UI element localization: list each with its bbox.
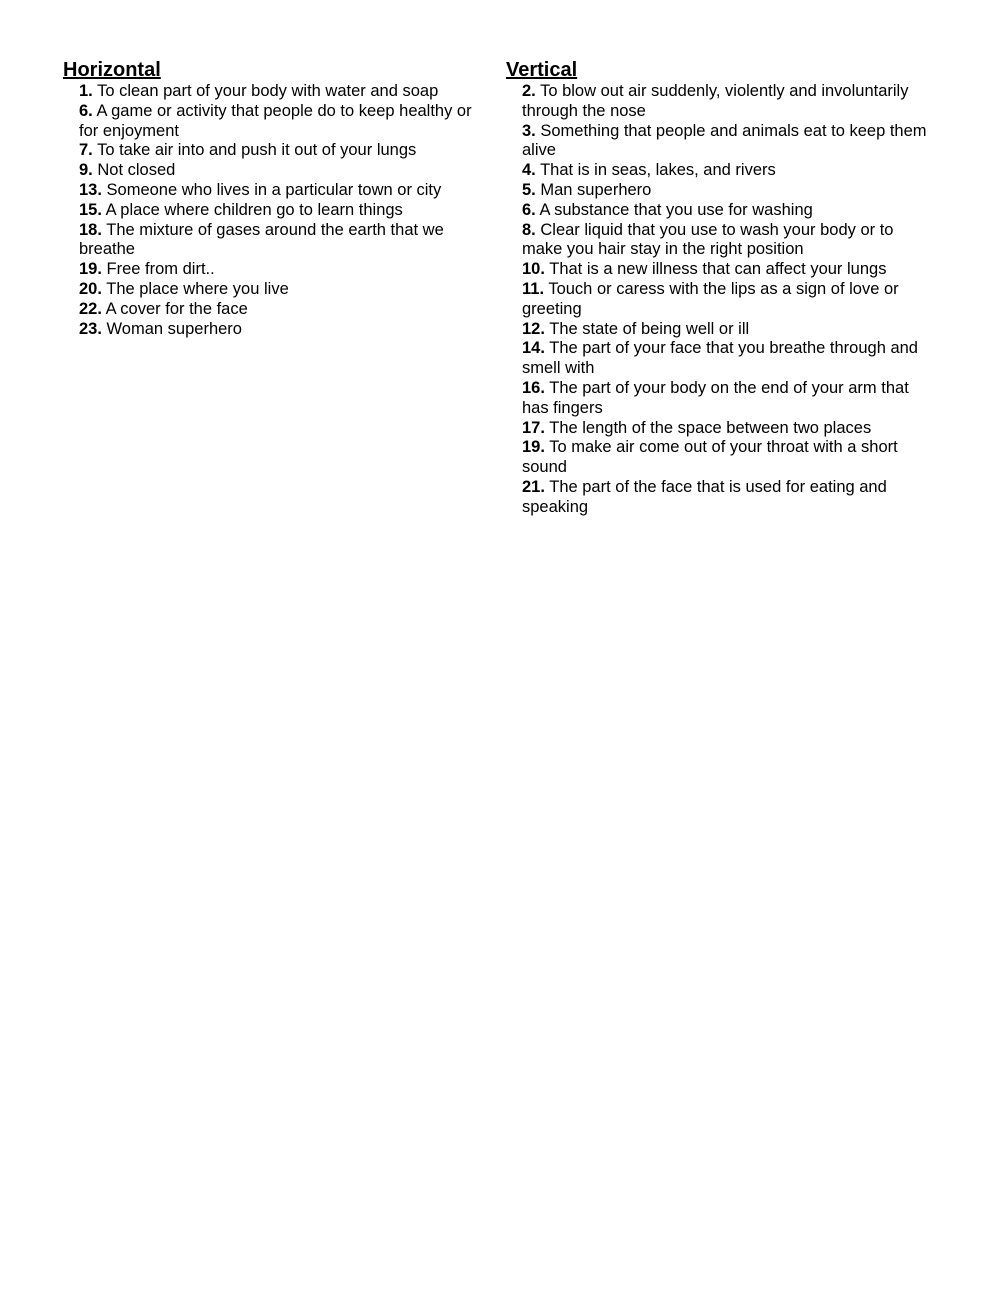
horizontal-heading: Horizontal bbox=[63, 59, 161, 81]
clue-item bbox=[79, 102, 495, 142]
clue-item bbox=[79, 320, 495, 340]
clue-number: 6. bbox=[79, 101, 93, 120]
clue-text: Something that people and animals eat to keep them alive bbox=[522, 121, 927, 160]
clue-number: 11. bbox=[522, 279, 545, 298]
clue-text: That is a new illness that can affect your lungs bbox=[549, 260, 887, 279]
clue-text: To take air into and push it out of your lungs bbox=[97, 141, 417, 160]
vertical-clue-list bbox=[506, 82, 938, 518]
clue-item bbox=[522, 478, 938, 518]
clue-item bbox=[79, 260, 495, 280]
clue-text: A cover for the face bbox=[105, 299, 248, 318]
clue-text: A game or activity that people do to keep healthy or for enjoyment bbox=[79, 101, 472, 140]
clue-text: A substance that you use for washing bbox=[539, 200, 813, 219]
horizontal-clues-section bbox=[63, 58, 495, 339]
clue-text: Not closed bbox=[97, 161, 176, 180]
clue-text: The part of your body on the end of your arm that has fingers bbox=[522, 378, 909, 417]
vertical-heading: Vertical bbox=[506, 59, 578, 81]
clue-text: The mixture of gases around the earth that we breathe bbox=[79, 220, 444, 259]
clue-item bbox=[522, 280, 938, 320]
clue-number: 18. bbox=[79, 220, 102, 239]
clue-number: 2. bbox=[522, 82, 536, 100]
clue-number: 14. bbox=[522, 339, 545, 358]
clue-item bbox=[79, 201, 495, 221]
clue-item bbox=[522, 379, 938, 419]
clue-number: 22. bbox=[79, 299, 102, 318]
clue-number: 23. bbox=[79, 319, 102, 338]
clue-text: That is in seas, lakes, and rivers bbox=[540, 161, 776, 180]
horizontal-clue-list bbox=[63, 82, 495, 339]
clue-number: 8. bbox=[522, 220, 536, 239]
clue-text: The part of your face that you breathe through and smell with bbox=[522, 339, 918, 378]
clue-item bbox=[522, 339, 938, 379]
clue-number: 1. bbox=[79, 82, 93, 100]
clue-number: 21. bbox=[522, 477, 545, 496]
clue-item bbox=[79, 181, 495, 201]
clue-number: 9. bbox=[79, 161, 93, 180]
clue-item bbox=[79, 141, 495, 161]
clue-text: To make air come out of your throat with a short sound bbox=[522, 438, 898, 477]
clue-text: Touch or caress with the lips as a sign of love or greeting bbox=[522, 279, 899, 318]
clue-number: 20. bbox=[79, 279, 102, 298]
clue-text: Someone who lives in a particular town or city bbox=[106, 180, 442, 199]
clue-number: 19. bbox=[522, 438, 545, 457]
clue-text: The length of the space between two places bbox=[549, 418, 872, 437]
clue-number: 3. bbox=[522, 121, 536, 140]
clue-item bbox=[79, 300, 495, 320]
clue-text: Free from dirt.. bbox=[106, 260, 215, 279]
clue-number: 19. bbox=[79, 260, 102, 279]
clue-text: Clear liquid that you use to wash your body or to make you hair stay in the right position bbox=[522, 220, 894, 259]
clue-number: 16. bbox=[522, 378, 545, 397]
clue-number: 17. bbox=[522, 418, 545, 437]
clue-number: 15. bbox=[79, 200, 102, 219]
clue-text: The place where you live bbox=[106, 279, 289, 298]
clue-text: To blow out air suddenly, violently and involuntarily through the nose bbox=[522, 82, 909, 120]
clue-text: The state of being well or ill bbox=[549, 319, 750, 338]
clue-item bbox=[522, 201, 938, 221]
clue-number: 5. bbox=[522, 180, 536, 199]
clue-number: 10. bbox=[522, 260, 545, 279]
clue-text: Man superhero bbox=[540, 180, 652, 199]
clue-item bbox=[522, 419, 938, 439]
clue-number: 6. bbox=[522, 200, 536, 219]
clue-item bbox=[522, 181, 938, 201]
clue-text: Woman superhero bbox=[106, 319, 242, 338]
clue-text: To clean part of your body with water and soap bbox=[97, 82, 439, 100]
clue-item bbox=[79, 280, 495, 300]
vertical-clues-section bbox=[506, 58, 938, 518]
clue-item bbox=[522, 122, 938, 162]
clue-number: 13. bbox=[79, 180, 102, 199]
clue-item bbox=[79, 82, 495, 102]
clue-item bbox=[522, 221, 938, 261]
clue-item bbox=[522, 320, 938, 340]
clue-item bbox=[522, 438, 938, 478]
clue-item bbox=[79, 161, 495, 181]
clue-item bbox=[79, 221, 495, 261]
clue-item bbox=[522, 260, 938, 280]
clue-text: The part of the face that is used for eating and speaking bbox=[522, 477, 887, 516]
clue-number: 7. bbox=[79, 141, 93, 160]
clue-item bbox=[522, 82, 938, 122]
clue-item bbox=[522, 161, 938, 181]
clue-number: 12. bbox=[522, 319, 545, 338]
clue-text: A place where children go to learn things bbox=[105, 200, 403, 219]
clue-number: 4. bbox=[522, 161, 536, 180]
